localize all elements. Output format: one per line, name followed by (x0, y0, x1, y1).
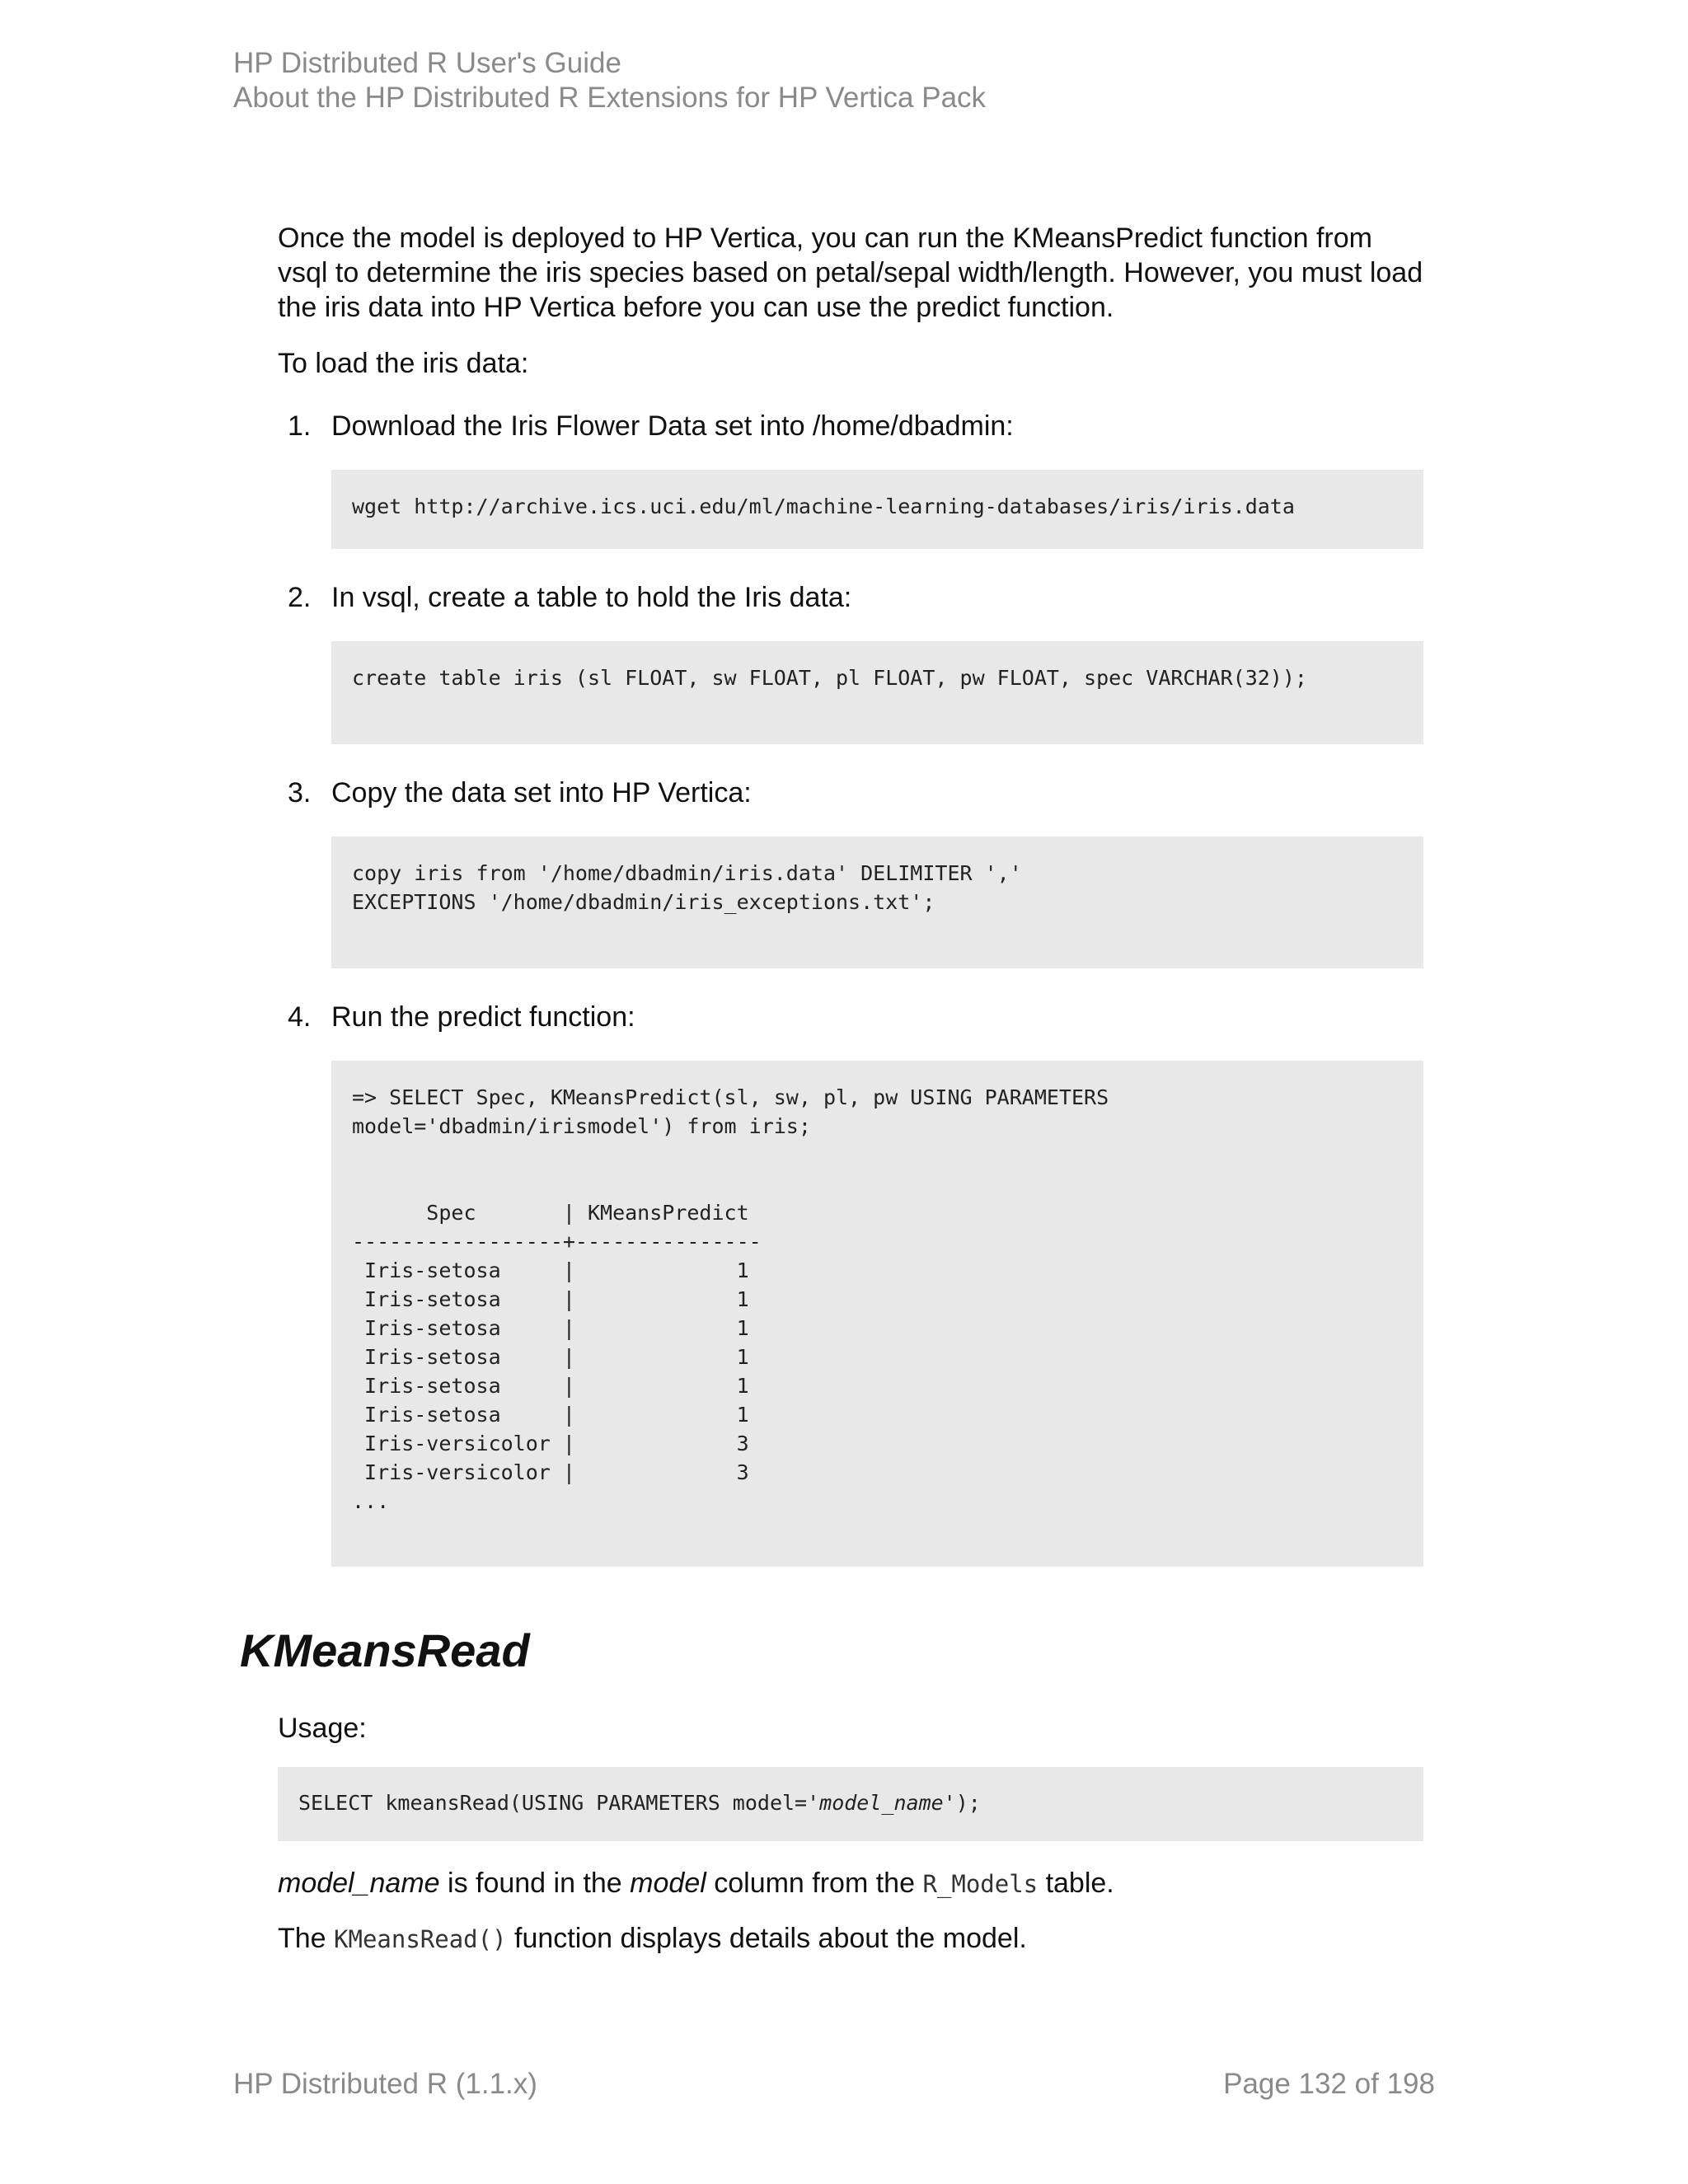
step-item (278, 776, 1423, 968)
main-content (278, 221, 1423, 1567)
step-heading (278, 409, 1423, 443)
function-name: KMeansRead() (334, 1925, 507, 1953)
param-name: model_name (278, 1868, 440, 1899)
intro-lead: To load the iris data: (278, 348, 529, 379)
paragraph-text: The (278, 1923, 335, 1954)
usage-code-suffix: '); (943, 1791, 981, 1815)
usage-section (278, 1711, 1423, 1957)
paragraph-text: column from the (706, 1868, 923, 1899)
step-text: In vsql, create a table to hold the Iris data: (331, 582, 852, 613)
step-heading (278, 580, 1423, 615)
guide-title: HP Distributed R User's Guide (233, 47, 621, 79)
code-block[interactable]: wget http://archive.ics.uci.edu/ml/machine-learning-databases/iris/iris.data (331, 470, 1423, 549)
column-name: model (630, 1868, 706, 1899)
function-paragraph (278, 1921, 1423, 1957)
code-block[interactable]: create table iris (sl FLOAT, sw FLOAT, pl FLOAT, pw FLOAT, spec VARCHAR(32)); (331, 641, 1423, 744)
step-heading (278, 776, 1423, 810)
step-text: Download the Iris Flower Data set into /home/dbadmin: (331, 410, 1014, 442)
intro-paragraph: Once the model is deployed to HP Vertica, you can run the KMeansPredict function from vsql to determine the iris species based on petal/sepal width/length. However, you must load the iris data into HP Vertica before you can use the predict function. (278, 223, 1423, 323)
step-item (278, 1000, 1423, 1567)
step-number: 1. (288, 410, 312, 442)
code-block[interactable]: copy iris from '/home/dbadmin/iris.data' DELIMITER ',' EXCEPTIONS '/home/dbadmin/iris_exceptions.txt'; (331, 837, 1423, 968)
usage-code-prefix: SELECT kmeansRead(USING PARAMETERS model=' (298, 1791, 820, 1815)
footer-product: HP Distributed R (1.1.x) (233, 2068, 537, 2100)
usage-code-param: model_name (819, 1791, 944, 1815)
footer-page-number: Page 132 of 198 (1223, 2068, 1435, 2100)
usage-code-block[interactable] (278, 1767, 1423, 1841)
step-text: Copy the data set into HP Vertica: (331, 777, 752, 808)
chapter-title: About the HP Distributed R Extensions for HP Vertica Pack (233, 82, 987, 114)
step-item (278, 409, 1423, 549)
running-header (233, 46, 986, 115)
steps-list (278, 409, 1423, 1567)
paragraph-text: function displays details about the model. (506, 1923, 1027, 1954)
model-name-paragraph (278, 1866, 1423, 1901)
table-name: R_Models (922, 1870, 1039, 1898)
step-number: 2. (288, 582, 312, 613)
paragraph-text: is found in the (439, 1868, 631, 1899)
paragraph-text: table. (1038, 1868, 1114, 1899)
step-number: 3. (288, 777, 312, 808)
step-number: 4. (288, 1001, 312, 1033)
step-item (278, 580, 1423, 744)
section-title: KMeansRead (240, 1624, 530, 1676)
step-heading (278, 1000, 1423, 1034)
step-text: Run the predict function: (331, 1001, 635, 1033)
code-block[interactable]: => SELECT Spec, KMeansPredict(sl, sw, pl, pw USING PARAMETERS model='dbadmin/irismodel') from iris; Spec | KMeansPredict -----------------+--------------- Iris-setosa | 1 Iris-setosa | 1 Iris-setosa | 1 Iris-setosa | 1 Iris-setosa | 1 Iris-setosa | 1 Iris-versicolor | 3 Iris-versicolor | 3 ... (331, 1061, 1423, 1567)
usage-label: Usage: (278, 1713, 367, 1744)
